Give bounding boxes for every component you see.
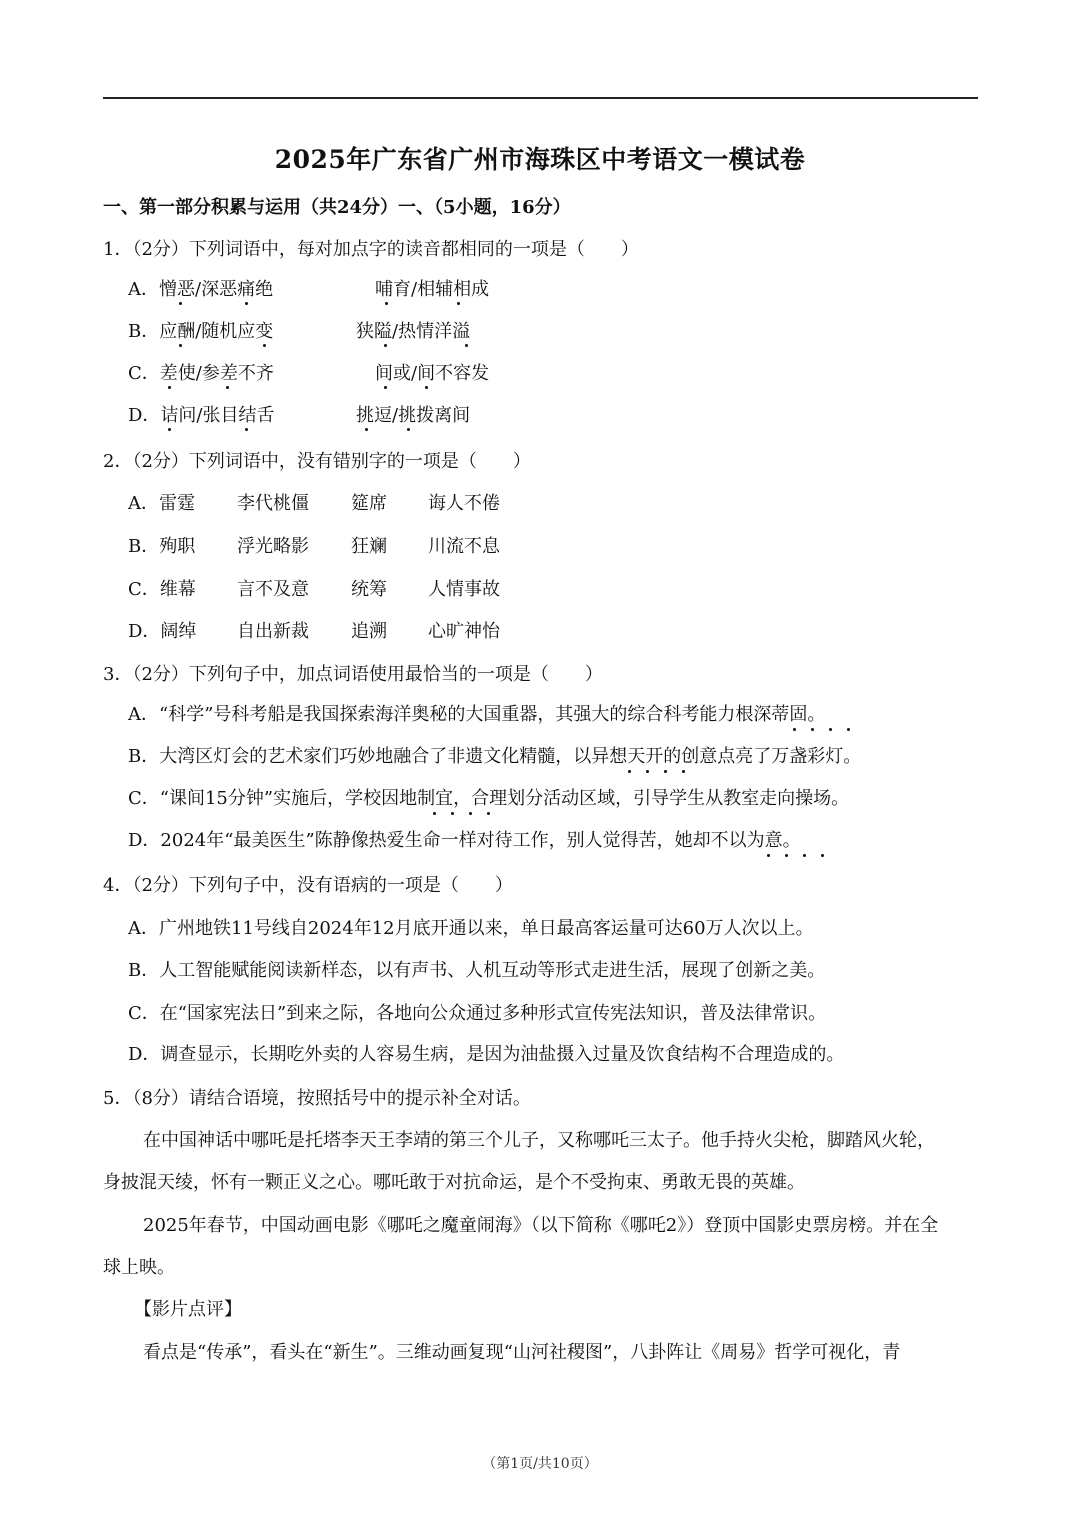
emphasis-dot: [682, 770, 685, 773]
emphasis-dot: [465, 344, 468, 347]
emphasis-dot: [385, 302, 388, 305]
emphasis-dot: [803, 854, 806, 857]
emphasis-dot: [168, 386, 171, 389]
emphasis-dot: [469, 812, 472, 815]
emphasis-dot: [179, 302, 182, 305]
emphasis-dot: [646, 770, 649, 773]
q2-option-a-word-2: 李代桃僵: [237, 493, 309, 514]
emphasis-dot: [451, 812, 454, 815]
header-rule: [103, 97, 978, 99]
q5-review-heading: 【影片点评】: [134, 1299, 242, 1320]
q1-stem: 1．（2分）下列词语中，每对加点字的读音都相同的一项是（ ）: [103, 239, 639, 260]
emphasis-dot: [847, 728, 850, 731]
q4-option-a: A．广州地铁11号线自2024年12月底开通以来，单日最高客运量可达60万人次以上。: [128, 918, 814, 939]
q2-option-d-word-4: 心旷神怡: [428, 621, 500, 642]
q1-option-c-2: 间或/间不容发: [375, 363, 490, 384]
emphasis-dot: [384, 386, 387, 389]
emphasis-dot: [628, 770, 631, 773]
q5-paragraph-1-cont: 身披混天绫，怀有一颗正义之心。哪吒敢于对抗命运，是个不受拘束、勇敢无畏的英雄。: [103, 1172, 805, 1193]
q2-option-b-word-2: 浮光略影: [237, 536, 309, 557]
q2-option-c-word-3: 统筹: [351, 579, 387, 600]
q2-option-b-word-4: 川流不息: [428, 536, 500, 557]
q2-option-a-word-3: 筵席: [351, 493, 387, 514]
emphasis-dot: [263, 344, 266, 347]
emphasis-dot: [821, 854, 824, 857]
emphasis-dot: [829, 728, 832, 731]
q5-paragraph-2-cont: 球上映。: [103, 1257, 175, 1278]
q3-option-a: A．“科学”号科考船是我国探索海洋奥秘的大国重器，其强大的综合科考能力根深蒂固。: [128, 704, 826, 725]
q1-option-b: B．应酬/随机应变: [128, 321, 274, 342]
emphasis-dot: [487, 812, 490, 815]
emphasis-dot: [179, 344, 182, 347]
q1-option-a-2: 哺育/相辅相成: [375, 279, 490, 300]
emphasis-dot: [793, 728, 796, 731]
emphasis-dot: [425, 386, 428, 389]
q3-option-d: D．2024年“最美医生”陈静像热爱生命一样对待工作，别人觉得苦，她却不以为意。: [128, 830, 801, 851]
emphasis-dot: [457, 302, 460, 305]
emphasis-dot: [245, 302, 248, 305]
q3-option-b: B．大湾区灯会的艺术家们巧妙地融合了非遗文化精髓，以异想天开的创意点亮了万盏彩灯。: [128, 746, 862, 767]
q2-option-a-word-1: A．雷霆: [128, 493, 195, 514]
section-heading: 一、第一部分积累与运用（共24分）一、（5小题，16分）: [103, 197, 571, 218]
q1-option-b-2: 狭隘/热情洋溢: [356, 321, 471, 342]
q5-paragraph-3: 看点是“传承”，看头在“新生”。三维动画复现“山河社稷图”，八卦阵让《周易》哲学可视化，青: [143, 1342, 901, 1363]
q2-option-a-word-4: 诲人不倦: [428, 493, 500, 514]
emphasis-dot: [384, 344, 387, 347]
page-title: 2025年广东省广州市海珠区中考语文一模试卷: [274, 145, 806, 174]
q1-option-d: D．诘问/张目结舌: [128, 405, 275, 426]
page-footer: （第1页/共10页）: [482, 1456, 598, 1472]
emphasis-dot: [226, 386, 229, 389]
q2-option-c-word-4: 人情事故: [428, 579, 500, 600]
q2-option-d-word-1: D．阔绰: [128, 621, 197, 642]
q2-stem: 2．（2分）下列词语中，没有错别字的一项是（ ）: [103, 451, 531, 472]
q2-option-c-word-2: 言不及意: [237, 579, 309, 600]
q4-option-d: D．调查显示，长期吃外卖的人容易生病，是因为油盐摄入过量及饮食结构不合理造成的。: [128, 1044, 845, 1065]
emphasis-dot: [407, 428, 410, 431]
q1-option-a: A．憎恶/深恶痛绝: [128, 279, 274, 300]
q2-option-c-word-1: C．维幕: [128, 579, 196, 600]
emphasis-dot: [365, 428, 368, 431]
q5-paragraph-1: 在中国神话中哪吒是托塔李天王李靖的第三个儿子，又称哪吒三太子。他手持火尖枪，脚踏风火轮，: [143, 1130, 935, 1151]
q1-option-d-2: 挑逗/挑拨离间: [356, 405, 471, 426]
emphasis-dot: [168, 428, 171, 431]
q4-option-c: C．在“国家宪法日”到来之际，各地向公众通过多种形式宣传宪法知识，普及法律常识。: [128, 1003, 827, 1024]
q5-stem: 5．（8分）请结合语境，按照括号中的提示补全对话。: [103, 1088, 531, 1109]
emphasis-dot: [245, 428, 248, 431]
emphasis-dot: [811, 728, 814, 731]
q4-stem: 4．（2分）下列句子中，没有语病的一项是（ ）: [103, 875, 513, 896]
q1-option-c: C．差使/参差不齐: [128, 363, 274, 384]
emphasis-dot: [767, 854, 770, 857]
q2-option-b-word-3: 狂斓: [351, 536, 387, 557]
q2-option-d-word-3: 追溯: [351, 621, 387, 642]
q3-stem: 3．（2分）下列句子中，加点词语使用最恰当的一项是（ ）: [103, 664, 603, 685]
emphasis-dot: [664, 770, 667, 773]
emphasis-dot: [785, 854, 788, 857]
q5-paragraph-2: 2025年春节，中国动画电影《哪吒之魔童闹海》（以下简称《哪吒2》）登顶中国影史票房榜。并在全: [143, 1215, 939, 1236]
emphasis-dot: [433, 812, 436, 815]
q3-option-c: C．“课间15分钟”实施后，学校因地制宜，合理划分活动区域，引导学生从教室走向操场。: [128, 788, 850, 809]
q2-option-d-word-2: 自出新裁: [237, 621, 309, 642]
q4-option-b: B．人工智能赋能阅读新样态，以有声书、人机互动等形式走进生活，展现了创新之美。: [128, 960, 826, 981]
q2-option-b-word-1: B．殉职: [128, 536, 196, 557]
